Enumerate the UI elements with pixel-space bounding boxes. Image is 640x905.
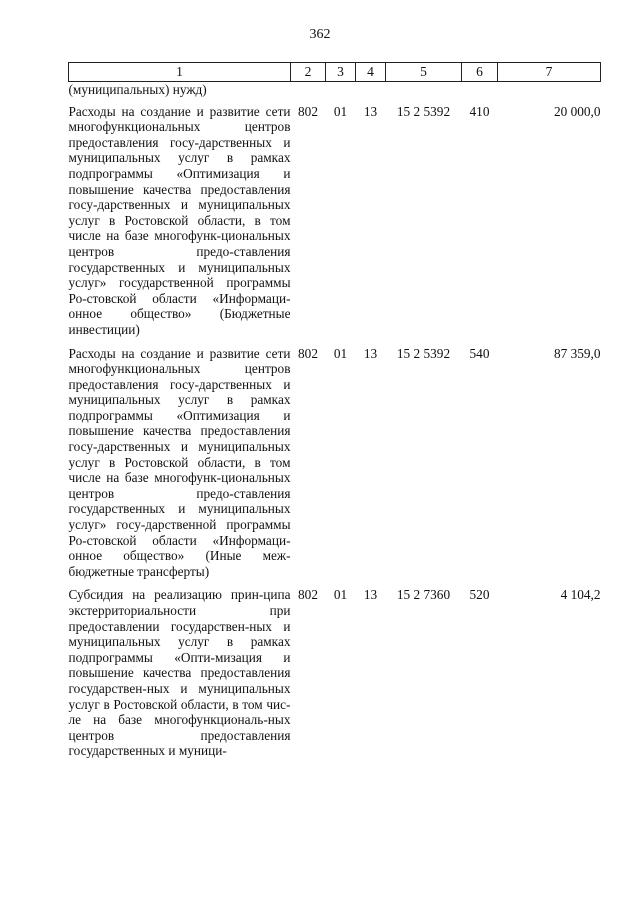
amount: 4 104,2 <box>560 587 601 603</box>
ministry-code: 802 <box>298 103 318 119</box>
budget-table <box>68 62 601 767</box>
ministry-code: 802 <box>298 345 318 361</box>
section-code: 01 <box>333 587 348 603</box>
expense-type-code: 520 <box>469 587 490 603</box>
row-description: Расходы на создание и развитие сети многофункциональных центров предоставления госу-дарственных и муниципальных услуг в рамках подпрограммы «Оптимизация и повышение качества предоставления госу-дарственных и муниципальных услуг в Ростовской области, в том числе на базе многофунк-циональных центров предо-ставления государственных и муниципальных услуг» госу-дарственной программы Ро-стовской области «Информаци-онное общество» (Иные меж-бюджетные трансферты) <box>68 345 291 579</box>
amount: 20 000,0 <box>553 103 601 119</box>
target-article-code: 15 2 5392 <box>396 103 451 119</box>
row-description: Расходы на создание и развитие сети многофункциональных центров предоставления госу-дарственных и муниципальных услуг в рамках подпрограммы «Оптимизация и повышение качества предоставления госу-дарственных и муниципальных услуг в Ростовской области, в том числе на базе многофунк-циональных центров предо-ставления государственных и муниципальных услуг» государственной программы Ро-стовской области «Информаци-онное общество» (Бюджетные инвестиции) <box>68 103 291 337</box>
subsection-code: 13 <box>363 103 378 119</box>
table-row <box>69 346 601 588</box>
subsection-code: 13 <box>363 587 378 603</box>
column-header: 4 <box>356 63 386 82</box>
column-header: 1 <box>69 63 291 82</box>
ministry-code: 802 <box>298 587 318 603</box>
column-header-row <box>69 63 601 82</box>
continuation-row <box>69 82 601 104</box>
subsection-code: 13 <box>363 345 378 361</box>
table-row <box>69 104 601 346</box>
continuation-text: (муниципальных) нужд) <box>68 82 207 97</box>
amount: 87 359,0 <box>553 345 601 361</box>
column-header: 6 <box>462 63 498 82</box>
column-header: 7 <box>498 63 601 82</box>
page-number: 362 <box>309 27 331 42</box>
row-description: Субсидия на реализацию прин-ципа экстерриториальности при предоставлении государствен-ных и муниципальных услуг в рамках подпрограммы «Опти-мизация и повышение качества предоставления государствен-ных и муниципальных услуг в Ростовской области, в том чис-ле на базе многофункциональ-ных центров предоставления государственных и муници- <box>68 587 291 759</box>
expense-type-code: 540 <box>469 345 490 361</box>
expense-type-code: 410 <box>469 103 490 119</box>
target-article-code: 15 2 5392 <box>396 345 451 361</box>
column-header: 5 <box>386 63 462 82</box>
column-header: 3 <box>326 63 356 82</box>
section-code: 01 <box>333 345 348 361</box>
section-code: 01 <box>333 103 348 119</box>
column-header: 2 <box>291 63 326 82</box>
target-article-code: 15 2 7360 <box>396 587 451 603</box>
table-row <box>69 587 601 767</box>
